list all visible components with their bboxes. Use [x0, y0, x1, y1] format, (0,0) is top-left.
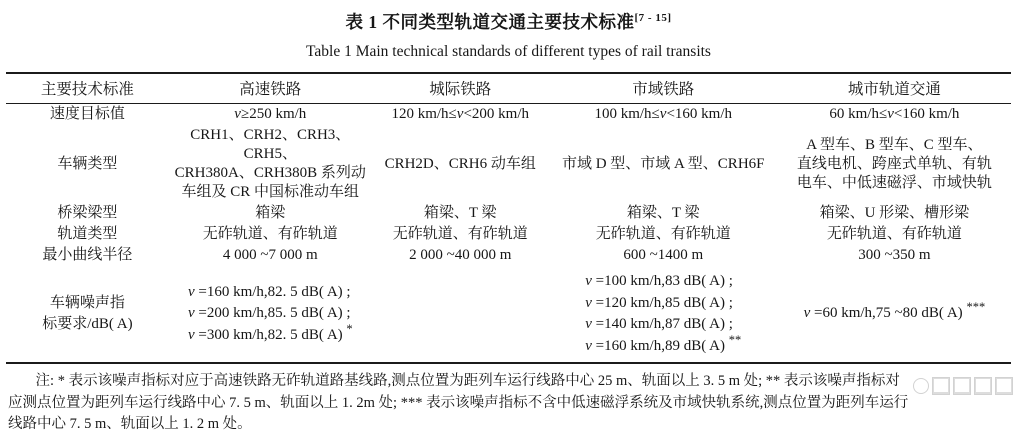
header-suburban-rail: 市域铁路	[549, 73, 778, 104]
table-title-zh-text: 表 1 不同类型轨道交通主要技术标准	[345, 12, 635, 32]
cell-content: 市域 D 型、市域 A 型、CRH6F	[561, 155, 765, 172]
row-label: 桥梁梁型	[57, 205, 118, 221]
cell-content: 箱梁、U 形梁、槽形梁	[819, 205, 970, 221]
cell-content: CRH1、CRH2、CRH3、CRH5、 CRH380A、CRH380B 系列动 车组及 CR 中国标准动车组	[174, 127, 366, 200]
cell-content: 箱梁、T 梁	[423, 205, 497, 221]
row-label: 车辆噪声指 标要求/dB( A)	[42, 294, 133, 332]
cell-content: 箱梁	[255, 205, 286, 221]
table-row	[6, 224, 1011, 245]
cell-content: 100 km/h≤v<160 km/h	[594, 106, 732, 122]
table-cell	[169, 224, 372, 245]
table-cell	[169, 203, 372, 224]
table-row	[6, 104, 1011, 126]
table-title-reference-superscript: [7 - 15]	[634, 12, 672, 25]
table-cell	[169, 125, 372, 203]
table-cell	[778, 125, 1011, 203]
cell-content: v =160 km/h,82. 5 dB( A) ; v =200 km/h,85. 5 dB( A) ; v =300 km/h,82. 5 dB( A) *	[187, 283, 353, 343]
table-cell	[778, 104, 1011, 126]
table-row	[6, 203, 1011, 224]
table-cell	[372, 224, 549, 245]
footnote-line: 注: * 表示该噪声指标对应于高速铁路无砟轨道路基线路,测点位置为距列车运行线路中心 25 m、轨面以上 3. 5 m 处; ** 表示该噪声指标对	[35, 373, 900, 389]
cell-content: 无砟轨道、有砟轨道	[392, 226, 528, 242]
table-row	[6, 125, 1011, 203]
cell-content: v≥250 km/h	[234, 106, 307, 122]
table-cell	[372, 203, 549, 224]
table-cell	[778, 203, 1011, 224]
table-row	[6, 245, 1011, 266]
table-title-en: Table 1 Main technical standards of different types of rail transits	[306, 43, 711, 60]
table-cell	[549, 245, 778, 266]
table-body	[6, 104, 1011, 364]
table-cell	[549, 266, 778, 363]
cell-content: 600 ~1400 m	[623, 247, 704, 263]
table-cell	[778, 266, 1011, 363]
table-cell	[778, 224, 1011, 245]
cell-content: 300 ~350 m	[858, 247, 931, 263]
cell-content: 4 000 ~7 000 m	[222, 247, 318, 263]
cell-content: v =100 km/h,83 dB( A) ; v =120 km/h,85 dB( A) ; v =140 km/h,87 dB( A) ; v =160 km/h,89 dB( A) **	[585, 273, 742, 354]
cell-content: 无砟轨道、有砟轨道	[826, 226, 962, 242]
cell-content: CRH2D、CRH6 动车组	[384, 155, 536, 172]
cell-content: 无砟轨道、有砟轨道	[595, 226, 731, 242]
table-cell	[549, 104, 778, 126]
cell-content: 无砟轨道、有砟轨道	[202, 226, 338, 242]
cell-content: 箱梁、T 梁	[626, 205, 700, 221]
table-title-zh	[0, 0, 1017, 34]
cell-content: A 型车、B 型车、C 型车、 直线电机、跨座式单轨、有轨 电车、中低速磁浮、市域快轨	[796, 136, 992, 191]
table-cell	[372, 266, 549, 363]
cell-content: 60 km/h≤v<160 km/h	[829, 106, 960, 122]
table-cell	[169, 245, 372, 266]
table-cell	[169, 104, 372, 126]
table-row	[6, 266, 1011, 363]
table-cell	[372, 245, 549, 266]
row-label: 车辆类型	[57, 155, 118, 172]
row-label: 轨道类型	[57, 226, 118, 242]
table-cell	[549, 125, 778, 203]
header-urban-rail-transit: 城市轨道交通	[778, 73, 1011, 104]
table-cell	[169, 266, 372, 363]
cell-content: 120 km/h≤v<200 km/h	[391, 106, 529, 122]
table-cell	[778, 245, 1011, 266]
header-intercity-rail: 城际铁路	[372, 73, 549, 104]
table-cell	[549, 224, 778, 245]
footnote-line: 线路中心 7. 5 m、轨面以上 1. 2 m 处。	[8, 416, 252, 432]
cell-content: 2 000 ~40 000 m	[409, 247, 512, 263]
footnote-line: 应测点位置为距列车运行线路中心 7. 5 m、轨面以上 1. 2m 处; *** 表示该噪声指标不含中低速磁浮系统及市域快轨系统,测点位置为距列车运行	[8, 394, 909, 411]
table-header-row	[6, 73, 1011, 104]
table-cell	[549, 203, 778, 224]
row-label: 最小曲线半径	[42, 247, 133, 263]
header-high-speed-rail: 高速铁路	[169, 73, 372, 104]
row-label: 速度目标值	[49, 106, 125, 122]
table-cell	[372, 125, 549, 203]
table-cell	[372, 104, 549, 126]
technical-standards-table	[6, 72, 1011, 364]
table-footnote	[8, 371, 1009, 436]
cell-content: v =60 km/h,75 ~80 dB( A) ***	[803, 300, 986, 322]
header-main-standards: 主要技术标准	[6, 73, 169, 104]
